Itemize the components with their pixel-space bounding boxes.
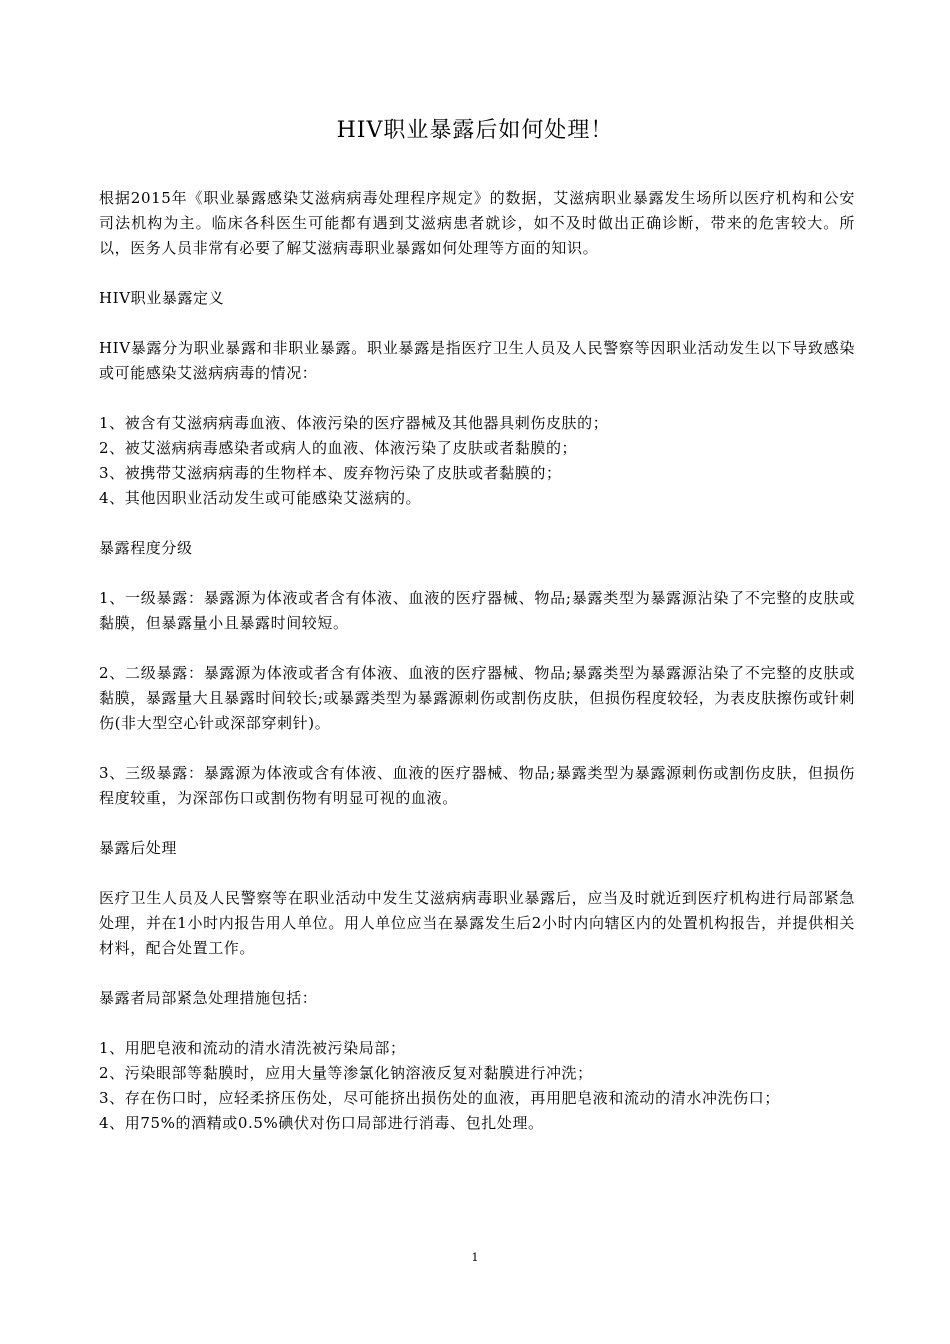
page-number: 1 bbox=[471, 1251, 479, 1264]
list-item: 4、用75%的酒精或0.5%碘伏对伤口局部进行消毒、包扎处理。 bbox=[99, 1114, 544, 1132]
list-item: 2、被艾滋病病毒感染者或病人的血液、体液污染了皮肤或者黏膜的； bbox=[99, 439, 578, 457]
section-heading-grading: 暴露程度分级 bbox=[99, 539, 193, 557]
measures-list bbox=[99, 1036, 855, 1136]
section-heading-definition: HIV职业暴露定义 bbox=[99, 289, 225, 307]
measures-heading: 暴露者局部紧急处理措施包括： bbox=[99, 989, 318, 1007]
definition-list bbox=[99, 411, 855, 511]
grading-level-2: 2、二级暴露：暴露源为体液或者含有体液、血液的医疗器械、物品;暴露类型为暴露源沾染了不完整的皮肤或黏膜，暴露量大且暴露时间较长;或暴露类型为暴露源刺伤或割伤皮肤，但损伤程度较轻，为表皮肤擦伤或针刺伤(非大型空心针或深部穿刺针)。 bbox=[99, 664, 855, 732]
section-heading-handling: 暴露后处理 bbox=[99, 839, 178, 857]
list-item: 1、用肥皂液和流动的清水清洗被污染局部； bbox=[99, 1039, 406, 1057]
intro-paragraph: 根据2015年《职业暴露感染艾滋病病毒处理程序规定》的数据，艾滋病职业暴露发生场所以医疗机构和公安司法机构为主。临床各科医生可能都有遇到艾滋病患者就诊，如不及时做出正确诊断，带来的危害较大。所以，医务人员非常有必要了解艾滋病毒职业暴露如何处理等方面的知识。 bbox=[99, 189, 855, 257]
list-item: 1、被含有艾滋病病毒血液、体液污染的医疗器械及其他器具刺伤皮肤的； bbox=[99, 414, 609, 432]
list-item: 3、存在伤口时，应轻柔挤压伤处，尽可能挤出损伤处的血液，再用肥皂液和流动的清水冲洗伤口； bbox=[99, 1089, 780, 1107]
definition-paragraph: HIV暴露分为职业暴露和非职业暴露。职业暴露是指医疗卫生人员及人民警察等因职业活动发生以下导致感染或可能感染艾滋病病毒的情况： bbox=[99, 339, 855, 382]
document-title: HIV职业暴露后如何处理！ bbox=[336, 118, 614, 143]
handling-paragraph: 医疗卫生人员及人民警察等在职业活动中发生艾滋病病毒职业暴露后，应当及时就近到医疗机构进行局部紧急处理，并在1小时内报告用人单位。用人单位应当在暴露发生后2小时内向辖区内的处置机构报告，并提供相关材料，配合处置工作。 bbox=[99, 889, 855, 957]
grading-level-1: 1、一级暴露：暴露源为体液或者含有体液、血液的医疗器械、物品;暴露类型为暴露源沾染了不完整的皮肤或黏膜，但暴露量小且暴露时间较短。 bbox=[99, 589, 855, 632]
document-body bbox=[99, 186, 855, 1161]
list-item: 4、其他因职业活动发生或可能感染艾滋病的。 bbox=[99, 489, 422, 507]
list-item: 3、被携带艾滋病病毒的生物样本、废弃物污染了皮肤或者黏膜的； bbox=[99, 464, 562, 482]
grading-level-3: 3、三级暴露：暴露源为体液或含有体液、血液的医疗器械、物品;暴露类型为暴露源刺伤或割伤皮肤，但损伤程度较重，为深部伤口或割伤物有明显可视的血液。 bbox=[99, 764, 855, 807]
list-item: 2、污染眼部等黏膜时，应用大量等渗氯化钠溶液反复对黏膜进行冲洗； bbox=[99, 1064, 593, 1082]
